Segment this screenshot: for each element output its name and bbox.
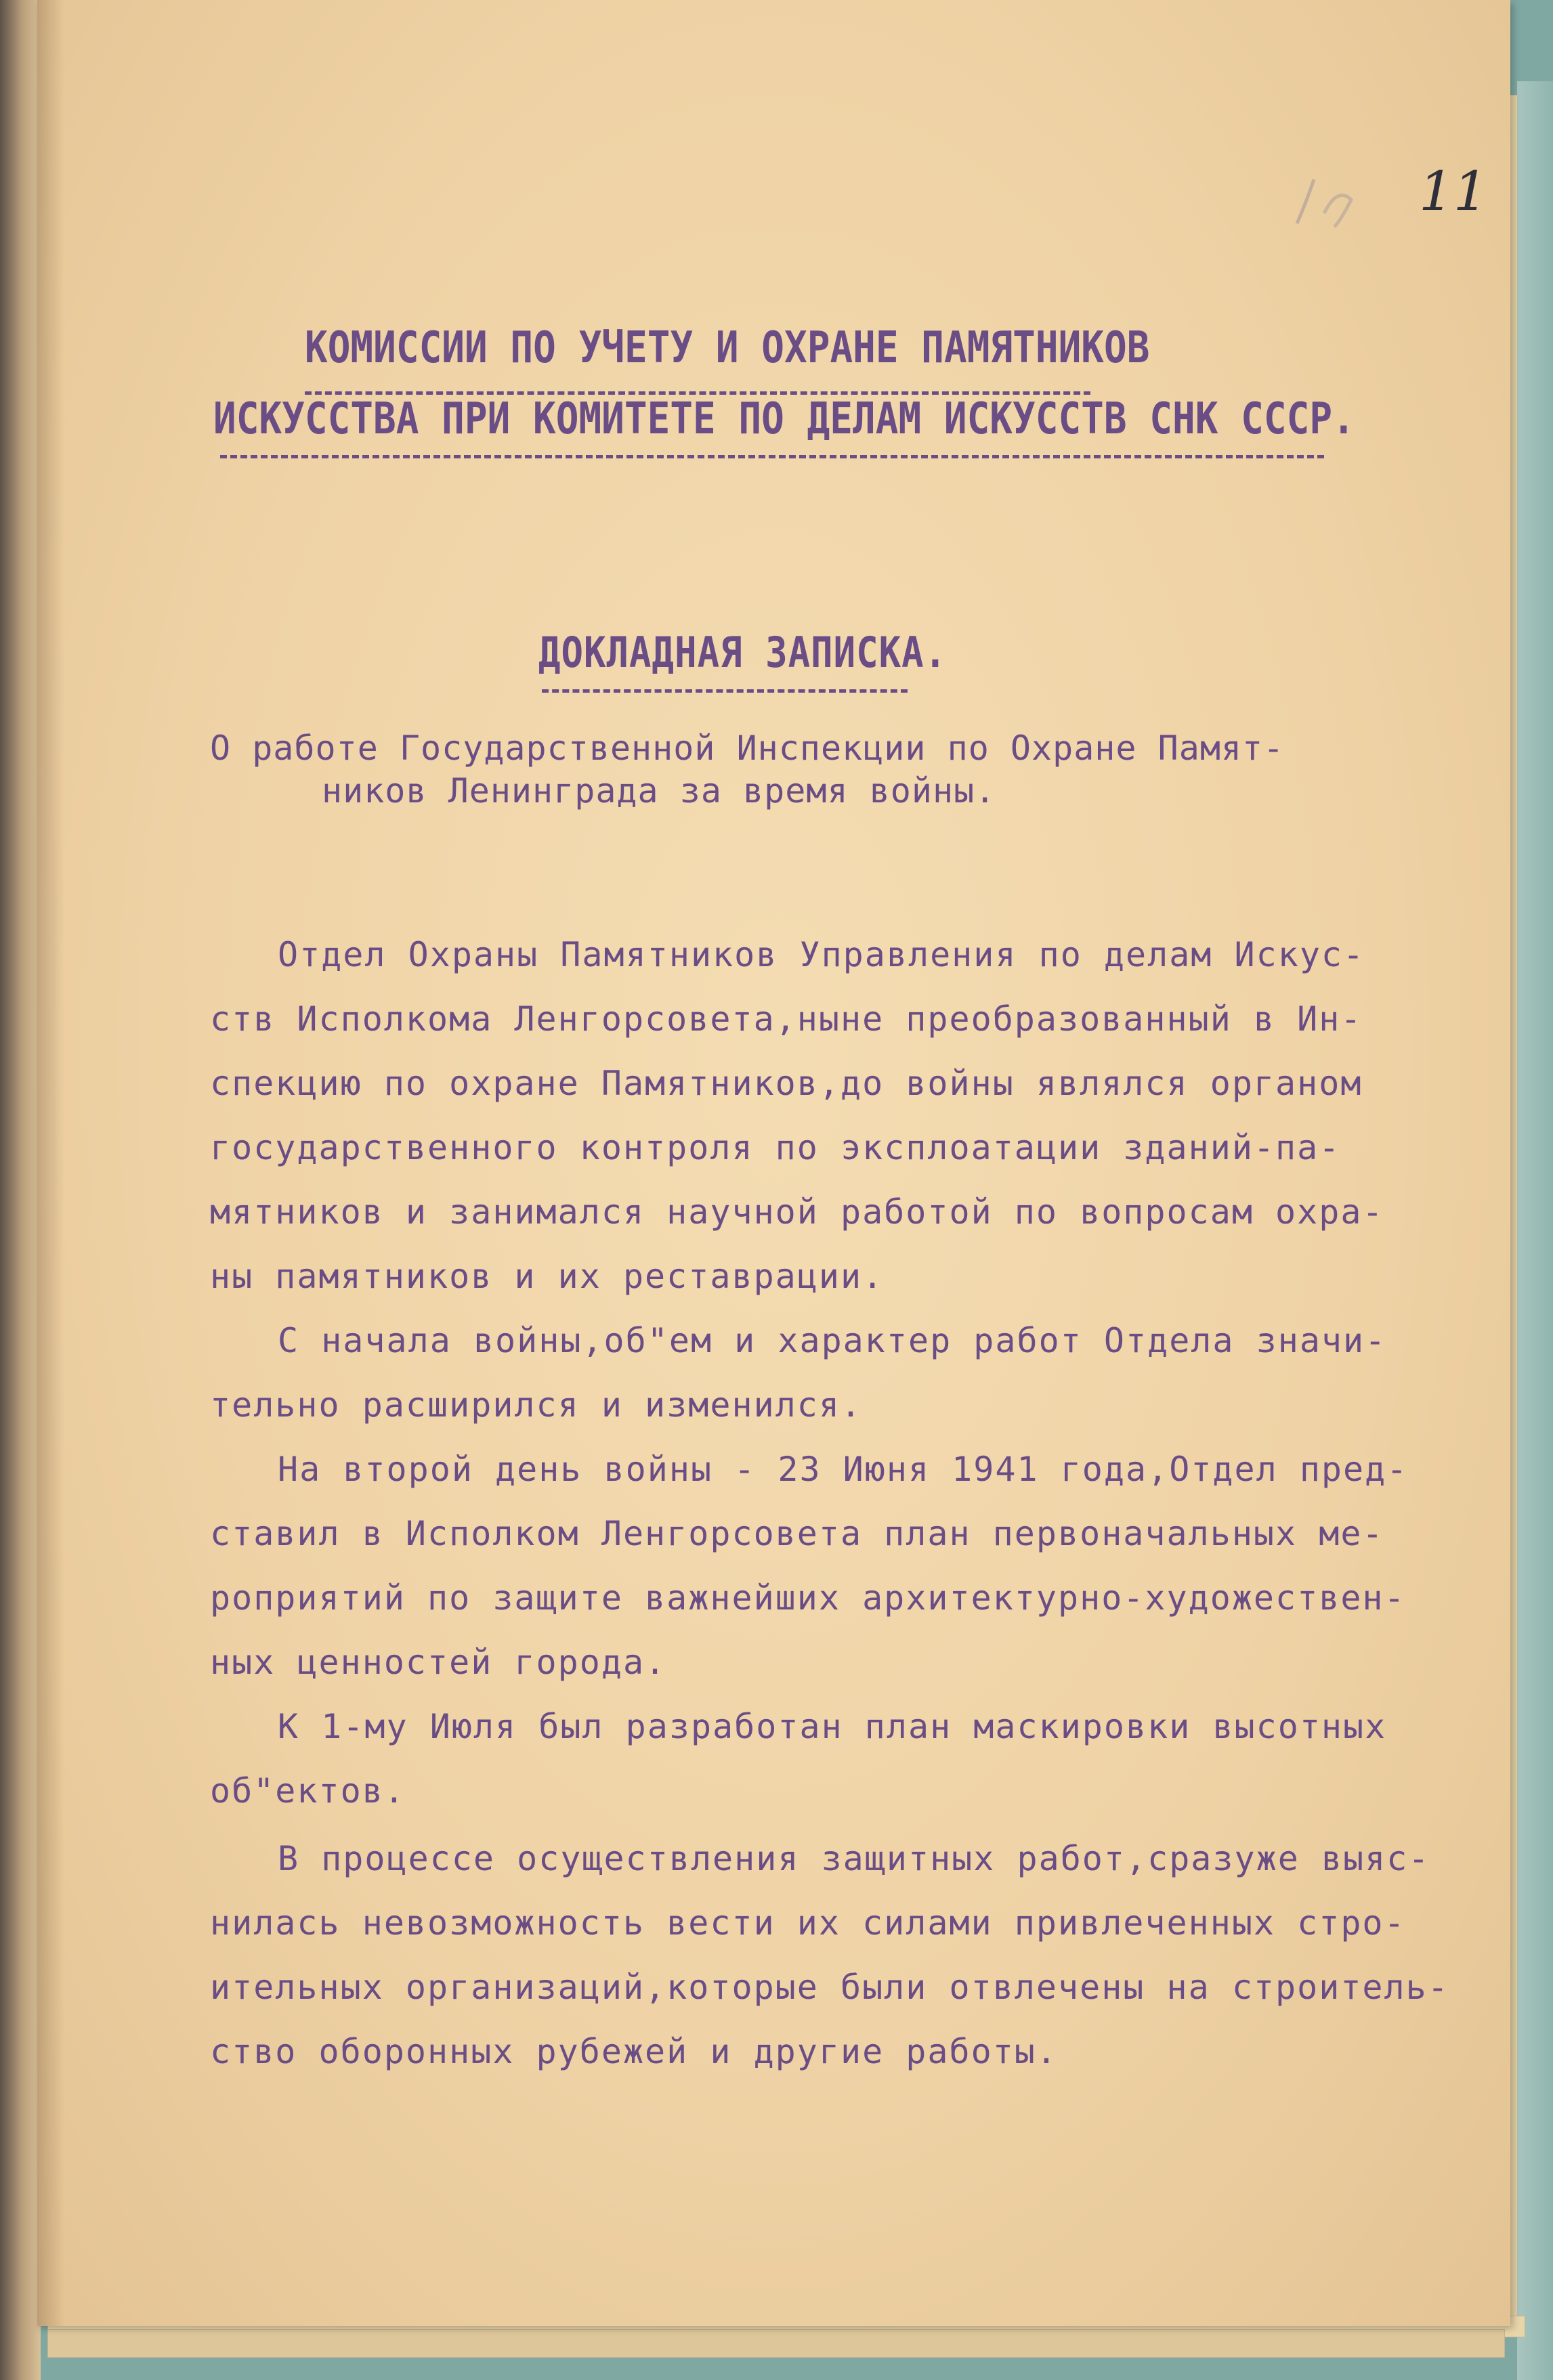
body-line: государственного контроля по эксплоатации зданий-па-: [210, 1128, 1341, 1167]
subtitle-line-2: ников Ленинграда за время войны.: [322, 771, 996, 810]
body-line: ств Исполкома Ленгорсовета,ныне преобразованный в Ин-: [210, 999, 1363, 1039]
body-line: об"ектов.: [210, 1771, 406, 1811]
subtitle-line-1: О работе Государственной Инспекции по Охране Памят-: [210, 729, 1285, 768]
handwritten-page-number: [1277, 159, 1493, 240]
body-line: ны памятников и их реставрации.: [210, 1257, 885, 1296]
body-line: К 1-му Июля был разработан план маскировки высотных: [278, 1707, 1387, 1746]
page-stack-bottom-lower: [47, 2329, 1505, 2358]
body-line: С начала войны,об"ем и характер работ Отдела значи-: [278, 1321, 1387, 1360]
document-title: ДОКЛАДНАЯ ЗАПИСКА.: [538, 628, 948, 678]
document-page: [37, 0, 1510, 2326]
body-line: ных ценностей города.: [210, 1643, 667, 1682]
header-line-1: КОМИССИИ ПО УЧЕТУ И ОХРАНЕ ПАМЯТНИКОВ: [305, 322, 1150, 374]
body-line: Отдел Охраны Памятников Управления по делам Искус-: [278, 935, 1365, 974]
page-number-text: 11: [1419, 160, 1488, 223]
body-line: На второй день войны - 23 Июня 1941 года,Отдел пред-: [278, 1450, 1409, 1489]
header-underline-2: [220, 455, 1324, 458]
body-line: ство оборонных рубежей и другие работы.: [210, 2032, 1058, 2071]
body-line: тельно расширился и изменился.: [210, 1385, 863, 1425]
body-line: нилась невозможность вести их силами привлеченных стро-: [210, 1903, 1406, 1943]
backdrop-right: [1517, 81, 1553, 2380]
body-line: мятников и занимался научной работой по вопросам охра-: [210, 1192, 1384, 1232]
body-line: спекцию по охране Памятников,до войны являлся органом: [210, 1064, 1363, 1103]
body-line: роприятий по защите важнейших архитектурно-художествен-: [210, 1578, 1406, 1618]
body-line: ставил в Исполком Ленгорсовета план первоначальных ме-: [210, 1514, 1384, 1553]
title-underline: [542, 689, 908, 693]
body-line: ительных организаций,которые были отвлечены на строитель-: [210, 1968, 1449, 2007]
binder-edge: [0, 0, 41, 2380]
body-line: В процессе осуществления защитных работ,сразуже выяс-: [278, 1839, 1430, 1878]
page-fold-shadow: [37, 0, 64, 2326]
header-line-2: ИСКУССТВА ПРИ КОМИТЕТЕ ПО ДЕЛАМ ИСКУССТВ СНК СССР.: [213, 393, 1355, 445]
handwritten-marks: [1277, 159, 1493, 240]
